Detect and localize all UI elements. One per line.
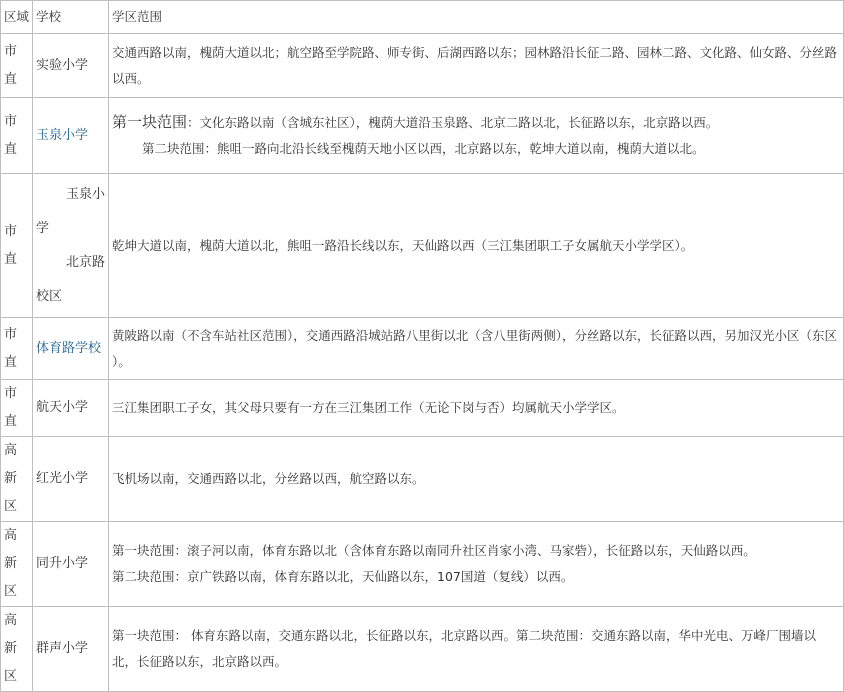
range-line-2: 第二块范围：京广铁路以南，体育东路以北，天仙路以东，107国道（复线）以西。: [112, 569, 574, 584]
range-text: 黄陂路以南（不含车站社区范围），交通西路沿城站路八里街以北（含八里街两侧），分丝路以东，长征路以西，另加汉光小区（东区 ）。: [112, 327, 838, 369]
region-cell: 高新区: [1, 607, 33, 692]
range-text: 三江集团职工子女，其父母只要有一方在三江集团工作（无论下岗与否）均属航天小学学区。: [112, 400, 625, 415]
school-line: 北京路: [66, 254, 106, 270]
range-cell: [109, 318, 844, 380]
range-text: 第一块范围： 体育东路以南，交通东路以北，长征路以东，北京路以西。第二块范围：交通东路以南，华中光电、万峰厂围墙以北，长征路以东，北京路以西。: [112, 628, 816, 669]
region-cell: 高新区: [1, 522, 33, 607]
range-part-1: [112, 109, 840, 136]
table-row: [1, 98, 844, 174]
school-cell: 群声小学: [33, 607, 109, 692]
range-part-2: 第二块范围：熊咀一路向北沿长线至槐荫天地小区以西，北京路以东，乾坤大道以南，槐荫大道以北。: [142, 141, 705, 156]
school-cell: 同升小学: [33, 522, 109, 607]
school-cell: [33, 174, 109, 318]
school-link[interactable]: 玉泉小学: [33, 98, 109, 174]
range-cell: [109, 34, 844, 98]
region-cell: 市直: [1, 174, 33, 318]
header-school: 学校: [33, 1, 109, 34]
region-cell: 高新区: [1, 437, 33, 522]
range-part-1-heading: 第一块范围: [112, 113, 188, 131]
school-line: 校区: [36, 288, 63, 304]
school-link[interactable]: 体育路学校: [33, 318, 109, 380]
table-row: [1, 174, 844, 318]
range-cell: [109, 380, 844, 437]
table-row: [1, 437, 844, 522]
region-cell: 市直: [1, 34, 33, 98]
table-row: [1, 318, 844, 380]
range-text: 飞机场以南，交通西路以北，分丝路以西，航空路以东。: [112, 471, 425, 486]
range-cell: [109, 607, 844, 692]
table-row: [1, 34, 844, 98]
region-cell: 市直: [1, 98, 33, 174]
range-cell: [109, 522, 844, 607]
range-cell: [109, 98, 844, 174]
school-cell: 实验小学: [33, 34, 109, 98]
range-part-1-body: ：文化东路以南（含城东社区），槐荫大道沿玉泉路、北京二路以北，长征路以东，北京路以西。: [187, 115, 719, 130]
table-row: [1, 380, 844, 437]
region-cell: 市直: [1, 380, 33, 437]
header-range: 学区范围: [109, 1, 844, 34]
header-region: 区域: [1, 1, 33, 34]
header-row: [1, 1, 844, 34]
range-text: 交通西路以南，槐荫大道以北；航空路至学院路、师专街、后湖西路以东；园林路沿长征二路、园林二路、文化路、仙女路、分丝路以西。: [112, 44, 838, 86]
range-cell: [109, 437, 844, 522]
school-cell: 红光小学: [33, 437, 109, 522]
school-line: 玉泉小: [66, 186, 106, 202]
school-line: 学: [36, 220, 50, 236]
range-text: 乾坤大道以南，槐荫大道以北，熊咀一路沿长线以东，天仙路以西（三江集团职工子女属航天小学学区）。: [112, 237, 694, 253]
table-row: [1, 607, 844, 692]
table-row: [1, 522, 844, 607]
school-cell: 航天小学: [33, 380, 109, 437]
region-cell: 市直: [1, 318, 33, 380]
range-line-1: 第一块范围：滚子河以南，体育东路以北（含体育东路以南同升社区肖家小湾、马家砦），长征路以东，天仙路以西。: [112, 543, 756, 558]
range-cell: [109, 174, 844, 318]
